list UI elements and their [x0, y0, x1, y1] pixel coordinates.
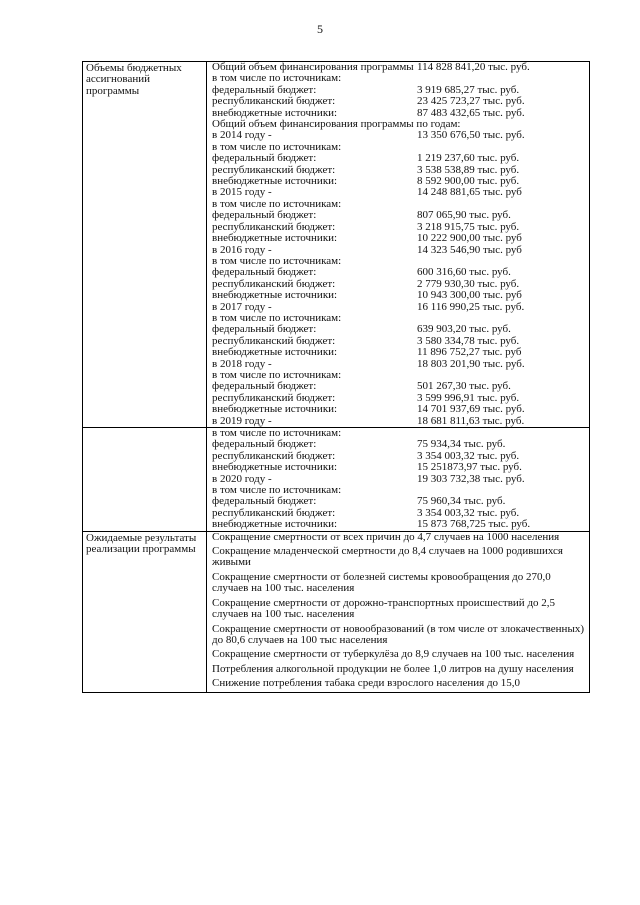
total-amount: 114 828 841,20 тыс. руб. — [417, 61, 530, 73]
year-republic-row: республиканский бюджет: 3 580 334,78 тыс. руб. — [212, 334, 520, 347]
year-row: в 2019 году - 18 681 811,63 тыс. руб. — [212, 414, 525, 427]
year-republic-row: республиканский бюджет: 3 599 996,91 тыс. руб. — [212, 391, 520, 404]
year-federal-row: федеральный бюджет: 1 219 237,60 тыс. руб. — [212, 152, 520, 165]
by-years-label: Общий объем финансирования программы по годам: — [212, 118, 461, 131]
year-federal-row: федеральный бюджет: 75 960,34 тыс. руб. — [212, 495, 506, 508]
financing-content-continued — [207, 428, 590, 532]
result-item: Сокращение младенческой смертности до 8,4 случаев на 1000 родившихся живыми — [212, 545, 563, 569]
total-label: Общий объем финансирования программы — [212, 61, 414, 73]
financing-label-empty — [83, 428, 207, 532]
year-extra-row: внебюджетные источники: 10 222 900,00 тыс. руб — [212, 232, 522, 245]
year-row: в 2017 году - 16 116 990,25 тыс. руб. — [212, 300, 525, 313]
year-incl-sources: в том числе по источникам: — [212, 197, 342, 210]
years-block — [212, 130, 589, 427]
year-row: в 2014 году - 13 350 676,50 тыс. руб. — [212, 129, 525, 142]
year-federal-row: федеральный бюджет: 75 934,34 тыс. руб. — [212, 438, 506, 451]
republic-row: республиканский бюджет: 23 425 723,27 тыс. руб. — [212, 95, 525, 108]
year-federal-row: федеральный бюджет: 501 267,30 тыс. руб. — [212, 380, 511, 393]
financing-label: Объемы бюджетных ассигнований программы — [83, 62, 207, 428]
year-row: в 2018 году - 18 803 201,90 тыс. руб. — [212, 357, 525, 370]
year-extra-row: внебюджетные источники: 8 592 900,00 тыс. руб. — [212, 175, 520, 188]
results-list — [212, 532, 589, 692]
year-incl-sources: в том числе по источникам: — [212, 311, 342, 324]
year-federal-row: федеральный бюджет: 639 903,20 тыс. руб. — [212, 323, 511, 336]
year-row: в 2020 году - 19 303 732,38 тыс. руб. — [212, 472, 525, 485]
year-extra-row: внебюджетные источники: 11 896 752,27 тыс. руб — [212, 346, 522, 359]
year-incl-sources: в том числе по источникам: — [212, 484, 342, 497]
financing-content — [207, 62, 590, 428]
results-content — [207, 531, 590, 692]
page-number: 5 — [317, 22, 323, 36]
year-federal-row: федеральный бюджет: 807 065,90 тыс. руб. — [212, 209, 511, 222]
results-row — [83, 531, 590, 692]
year-incl-sources: в том числе по источникам: — [212, 427, 342, 439]
year-extra-row: внебюджетные источники: 10 943 300,00 тыс. руб — [212, 289, 522, 302]
financing-row-continued — [83, 428, 590, 532]
years-block-continued — [212, 428, 589, 531]
year-extra-row: внебюджетные источники: 15 251873,97 тыс. руб. — [212, 461, 522, 474]
year-republic-row: республиканский бюджет: 2 779 930,30 тыс. руб. — [212, 277, 520, 290]
year-row: в 2015 году - 14 248 881,65 тыс. руб — [212, 186, 522, 199]
financing-row — [83, 62, 590, 428]
year-republic-row: республиканский бюджет: 3 218 915,75 тыс. руб. — [212, 220, 520, 233]
result-item: Снижение потребления табака среди взрослого населения до 15,0 — [212, 677, 521, 690]
year-incl-sources: в том числе по источникам: — [212, 254, 342, 267]
year-incl-sources: в том числе по источникам: — [212, 140, 342, 153]
year-incl-sources: в том числе по источникам: — [212, 368, 342, 381]
year-extra-row: внебюджетные источники: 14 701 937,69 тыс. руб. — [212, 403, 525, 416]
result-item: Сокращение смертности от новообразований (в том числе от злокачественных) до 80,6 случаев на 100 тыс населения — [212, 622, 584, 646]
result-item: Потребления алкогольной продукции не более 1,0 литров на душу населения — [212, 662, 574, 675]
extra-row: внебюджетные источники: 87 483 432,65 тыс. руб. — [212, 106, 525, 119]
result-item: Сокращение смертности от дорожно-транспортных происшествий до 2,5 случаев на 100 тыс. населения — [212, 596, 556, 621]
result-item: Сокращение смертности от туберкулёза до 8,9 случаев на 100 тыс. населения — [212, 648, 575, 661]
year-republic-row: республиканский бюджет: 3 354 003,32 тыс. руб. — [212, 506, 520, 519]
results-label: Ожидаемые результаты реализации программы — [83, 531, 207, 692]
year-republic-row: республиканский бюджет: 3 538 538,89 тыс. руб. — [212, 163, 520, 176]
result-item: Сокращение смертности от всех причин до 4,7 случаев на 1000 населения — [212, 530, 560, 543]
result-item: Сокращение смертности от болезней системы кровообращения до 270,0 случаев на 100 тыс. населения — [212, 570, 551, 595]
federal-row: федеральный бюджет: 3 919 685,27 тыс. руб. — [212, 83, 520, 96]
year-republic-row: республиканский бюджет: 3 354 003,32 тыс. руб. — [212, 449, 520, 462]
year-federal-row: федеральный бюджет: 600 316,60 тыс. руб. — [212, 266, 511, 279]
year-extra-row: внебюджетные источники: 15 873 768,725 тыс. руб. — [212, 518, 531, 531]
year-row: в 2016 году - 14 323 546,90 тыс. руб — [212, 243, 522, 256]
incl-sources: в том числе по источникам: — [212, 72, 342, 85]
passport-table — [82, 61, 590, 693]
